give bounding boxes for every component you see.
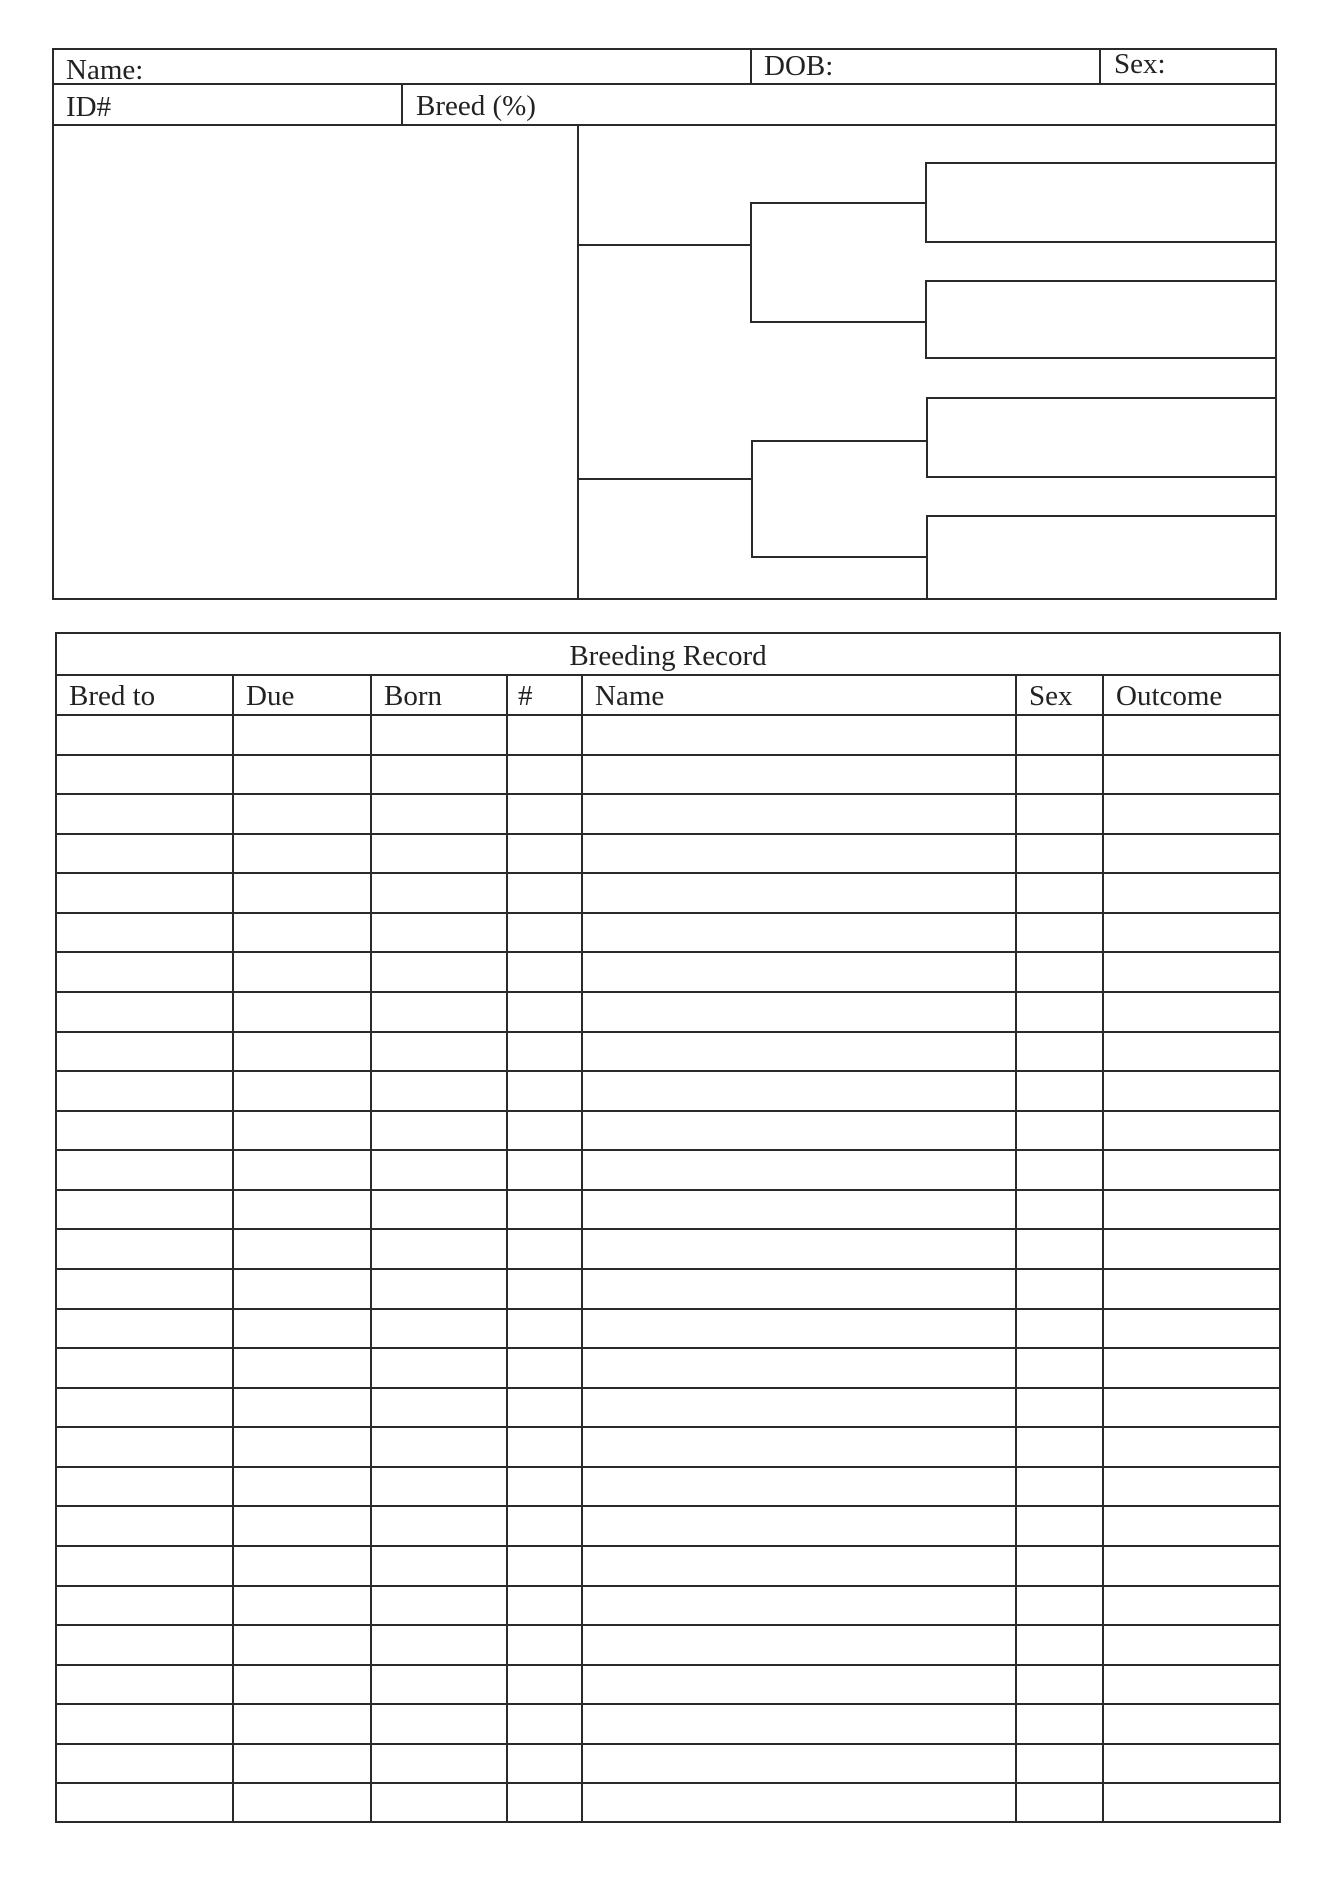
divider [52,124,1277,126]
cell-born[interactable] [372,1507,506,1545]
cell-bred-to[interactable] [57,1230,232,1268]
cell-sex[interactable] [1017,756,1102,794]
cell-count[interactable] [508,1349,581,1387]
cell-count[interactable] [508,1072,581,1110]
cell-due[interactable] [234,1547,370,1585]
cell-bred-to[interactable] [57,1112,232,1150]
cell-count[interactable] [508,1626,581,1664]
cell-outcome[interactable] [1104,1191,1281,1229]
cell-count[interactable] [508,1191,581,1229]
cell-name[interactable] [583,1191,1015,1229]
cell-count[interactable] [508,1468,581,1506]
cell-born[interactable] [372,1784,506,1822]
cell-name[interactable] [583,1151,1015,1189]
cell-count[interactable] [508,953,581,991]
cell-born[interactable] [372,756,506,794]
cell-sex[interactable] [1017,1666,1102,1704]
cell-born[interactable] [372,1310,506,1348]
cell-bred-to[interactable] [57,1151,232,1189]
cell-born[interactable] [372,1389,506,1427]
cell-outcome[interactable] [1104,1428,1281,1466]
cell-name[interactable] [583,1389,1015,1427]
cell-bred-to[interactable] [57,835,232,873]
divider [55,674,1281,676]
cell-bred-to[interactable] [57,1428,232,1466]
cell-sex[interactable] [1017,1112,1102,1150]
cell-due[interactable] [234,1428,370,1466]
cell-name[interactable] [583,1784,1015,1822]
cell-count[interactable] [508,1389,581,1427]
cell-name[interactable] [583,1072,1015,1110]
cell-due[interactable] [234,1112,370,1150]
cell-name[interactable] [583,1745,1015,1783]
cell-outcome[interactable] [1104,874,1281,912]
cell-outcome[interactable] [1104,1072,1281,1110]
cell-outcome[interactable] [1104,1507,1281,1545]
cell-sex[interactable] [1017,1745,1102,1783]
cell-bred-to[interactable] [57,993,232,1031]
cell-due[interactable] [234,953,370,991]
cell-sex[interactable] [1017,1349,1102,1387]
cell-sex[interactable] [1017,1507,1102,1545]
cell-name[interactable] [583,835,1015,873]
cell-due[interactable] [234,1349,370,1387]
cell-name[interactable] [583,1112,1015,1150]
cell-count[interactable] [508,1270,581,1308]
cell-born[interactable] [372,1745,506,1783]
cell-bred-to[interactable] [57,874,232,912]
cell-name[interactable] [583,1666,1015,1704]
cell-name[interactable] [583,1626,1015,1664]
cell-due[interactable] [234,1230,370,1268]
cell-born[interactable] [372,1428,506,1466]
cell-sex[interactable] [1017,914,1102,952]
cell-due[interactable] [234,795,370,833]
cell-outcome[interactable] [1104,1626,1281,1664]
cell-sex[interactable] [1017,1547,1102,1585]
cell-due[interactable] [234,993,370,1031]
cell-born[interactable] [372,795,506,833]
cell-name[interactable] [583,1230,1015,1268]
cell-count[interactable] [508,756,581,794]
cell-outcome[interactable] [1104,1270,1281,1308]
cell-outcome[interactable] [1104,1745,1281,1783]
cell-born[interactable] [372,1626,506,1664]
cell-born[interactable] [372,874,506,912]
cell-sex[interactable] [1017,1191,1102,1229]
cell-sex[interactable] [1017,1428,1102,1466]
cell-bred-to[interactable] [57,1389,232,1427]
cell-count[interactable] [508,1507,581,1545]
cell-name[interactable] [583,1507,1015,1545]
id-field[interactable] [115,86,397,122]
cell-name[interactable] [583,1705,1015,1743]
cell-outcome[interactable] [1104,1151,1281,1189]
cell-outcome[interactable] [1104,1468,1281,1506]
cell-bred-to[interactable] [57,1072,232,1110]
name-field[interactable] [160,50,745,82]
cell-sex[interactable] [1017,795,1102,833]
pedigree-sire-sire-line[interactable] [750,202,926,204]
cell-name[interactable] [583,953,1015,991]
pedigree-gen3-box[interactable] [925,162,1277,243]
cell-sex[interactable] [1017,993,1102,1031]
cell-due[interactable] [234,1626,370,1664]
cell-count[interactable] [508,1310,581,1348]
cell-outcome[interactable] [1104,835,1281,873]
cell-name[interactable] [583,914,1015,952]
cell-bred-to[interactable] [57,716,232,754]
cell-sex[interactable] [1017,1587,1102,1625]
cell-born[interactable] [372,1587,506,1625]
pedigree-dam-dam-line[interactable] [751,556,927,558]
cell-due[interactable] [234,1587,370,1625]
cell-outcome[interactable] [1104,1784,1281,1822]
cell-due[interactable] [234,874,370,912]
cell-outcome[interactable] [1104,1112,1281,1150]
sex-field[interactable] [1175,50,1273,82]
name-field-label: Name: [66,54,144,86]
cell-count[interactable] [508,835,581,873]
cell-due[interactable] [234,716,370,754]
cell-name[interactable] [583,1428,1015,1466]
cell-name[interactable] [583,993,1015,1031]
cell-outcome[interactable] [1104,1310,1281,1348]
cell-outcome[interactable] [1104,756,1281,794]
pedigree-dam-sire-line[interactable] [751,440,927,442]
cell-sex[interactable] [1017,1230,1102,1268]
cell-count[interactable] [508,1033,581,1071]
cell-due[interactable] [234,1033,370,1071]
cell-born[interactable] [372,1705,506,1743]
cell-sex[interactable] [1017,1626,1102,1664]
cell-bred-to[interactable] [57,1349,232,1387]
cell-sex[interactable] [1017,874,1102,912]
divider [401,83,403,125]
cell-count[interactable] [508,914,581,952]
cell-outcome[interactable] [1104,953,1281,991]
cell-count[interactable] [508,1745,581,1783]
cell-bred-to[interactable] [57,1547,232,1585]
cell-bred-to[interactable] [57,1507,232,1545]
cell-due[interactable] [234,1468,370,1506]
cell-born[interactable] [372,716,506,754]
cell-born[interactable] [372,914,506,952]
column-header-name: Name [595,680,665,712]
column-header-born: Born [384,680,442,712]
cell-due[interactable] [234,1270,370,1308]
cell-outcome[interactable] [1104,993,1281,1031]
cell-born[interactable] [372,1468,506,1506]
cell-name[interactable] [583,795,1015,833]
cell-sex[interactable] [1017,1033,1102,1071]
cell-sex[interactable] [1017,716,1102,754]
cell-outcome[interactable] [1104,914,1281,952]
cell-bred-to[interactable] [57,1033,232,1071]
cell-bred-to[interactable] [57,795,232,833]
cell-bred-to[interactable] [57,1745,232,1783]
cell-count[interactable] [508,1705,581,1743]
cell-born[interactable] [372,1547,506,1585]
cell-born[interactable] [372,1072,506,1110]
divider [750,48,752,84]
cell-sex[interactable] [1017,1468,1102,1506]
cell-bred-to[interactable] [57,1270,232,1308]
cell-bred-to[interactable] [57,1468,232,1506]
photo-area[interactable] [54,127,576,597]
cell-name[interactable] [583,1270,1015,1308]
cell-name[interactable] [583,874,1015,912]
cell-bred-to[interactable] [57,914,232,952]
cell-outcome[interactable] [1104,1587,1281,1625]
cell-due[interactable] [234,756,370,794]
cell-bred-to[interactable] [57,1191,232,1229]
cell-bred-to[interactable] [57,1705,232,1743]
pedigree-gen3-line [926,515,1277,517]
cell-due[interactable] [234,1072,370,1110]
cell-name[interactable] [583,1310,1015,1348]
cell-born[interactable] [372,1349,506,1387]
breeding-record-title: Breeding Record [569,640,767,672]
id-field-label: ID# [66,91,112,123]
cell-outcome[interactable] [1104,1666,1281,1704]
cell-name[interactable] [583,1547,1015,1585]
cell-born[interactable] [372,953,506,991]
cell-name[interactable] [583,1033,1015,1071]
cell-name[interactable] [583,1587,1015,1625]
pedigree-gen3-box[interactable] [926,397,1277,478]
cell-outcome[interactable] [1104,1349,1281,1387]
cell-due[interactable] [234,1310,370,1348]
cell-count[interactable] [508,1666,581,1704]
column-header-bred-to: Bred to [69,680,156,712]
cell-sex[interactable] [1017,1310,1102,1348]
cell-outcome[interactable] [1104,795,1281,833]
column-header-outcome: Outcome [1116,680,1223,712]
cell-count[interactable] [508,874,581,912]
cell-outcome[interactable] [1104,1547,1281,1585]
cell-sex[interactable] [1017,835,1102,873]
sex-field-label: Sex: [1114,48,1166,80]
pedigree-sire-dam-line[interactable] [750,321,926,323]
cell-born[interactable] [372,1151,506,1189]
cell-due[interactable] [234,1745,370,1783]
cell-born[interactable] [372,1270,506,1308]
cell-born[interactable] [372,1230,506,1268]
cell-name[interactable] [583,1468,1015,1506]
dob-field-label: DOB: [764,50,834,82]
cell-born[interactable] [372,1112,506,1150]
divider [52,83,1277,85]
cell-due[interactable] [234,1389,370,1427]
pedigree-sire-line[interactable] [577,244,751,246]
pedigree-dam-line[interactable] [577,478,751,480]
cell-count[interactable] [508,1784,581,1822]
cell-due[interactable] [234,1666,370,1704]
divider [1099,48,1101,84]
cell-sex[interactable] [1017,953,1102,991]
cell-due[interactable] [234,1151,370,1189]
breed-field[interactable] [560,86,1272,122]
cell-sex[interactable] [1017,1072,1102,1110]
cell-outcome[interactable] [1104,1705,1281,1743]
cell-bred-to[interactable] [57,1626,232,1664]
cell-due[interactable] [234,835,370,873]
cell-born[interactable] [372,835,506,873]
cell-born[interactable] [372,1191,506,1229]
cell-born[interactable] [372,1666,506,1704]
cell-outcome[interactable] [1104,1389,1281,1427]
cell-due[interactable] [234,1507,370,1545]
cell-sex[interactable] [1017,1705,1102,1743]
cell-bred-to[interactable] [57,1666,232,1704]
pedigree-bracket [750,202,752,322]
cell-bred-to[interactable] [57,1784,232,1822]
dob-field[interactable] [850,50,1095,82]
cell-born[interactable] [372,1033,506,1071]
divider [577,124,579,600]
cell-name[interactable] [583,1349,1015,1387]
cell-count[interactable] [508,1112,581,1150]
cell-outcome[interactable] [1104,1230,1281,1268]
cell-bred-to[interactable] [57,953,232,991]
cell-bred-to[interactable] [57,1587,232,1625]
column-header-count: # [518,680,533,712]
cell-bred-to[interactable] [57,756,232,794]
cell-count[interactable] [508,1151,581,1189]
cell-sex[interactable] [1017,1389,1102,1427]
column-header-sex: Sex [1029,680,1073,712]
cell-bred-to[interactable] [57,1310,232,1348]
cell-due[interactable] [234,1191,370,1229]
pedigree-gen3-box[interactable] [925,280,1277,359]
cell-due[interactable] [234,914,370,952]
cell-count[interactable] [508,1428,581,1466]
cell-count[interactable] [508,1587,581,1625]
cell-count[interactable] [508,1230,581,1268]
cell-name[interactable] [583,716,1015,754]
cell-count[interactable] [508,795,581,833]
cell-sex[interactable] [1017,1151,1102,1189]
pedigree-bracket [751,440,753,557]
pedigree-bracket [926,515,928,600]
cell-sex[interactable] [1017,1270,1102,1308]
cell-count[interactable] [508,993,581,1031]
cell-count[interactable] [508,716,581,754]
column-header-due: Due [246,680,295,712]
cell-due[interactable] [234,1705,370,1743]
cell-outcome[interactable] [1104,1033,1281,1071]
breed-field-label: Breed (%) [416,90,536,122]
cell-outcome[interactable] [1104,716,1281,754]
cell-born[interactable] [372,993,506,1031]
cell-name[interactable] [583,756,1015,794]
cell-sex[interactable] [1017,1784,1102,1822]
cell-count[interactable] [508,1547,581,1585]
cell-due[interactable] [234,1784,370,1822]
